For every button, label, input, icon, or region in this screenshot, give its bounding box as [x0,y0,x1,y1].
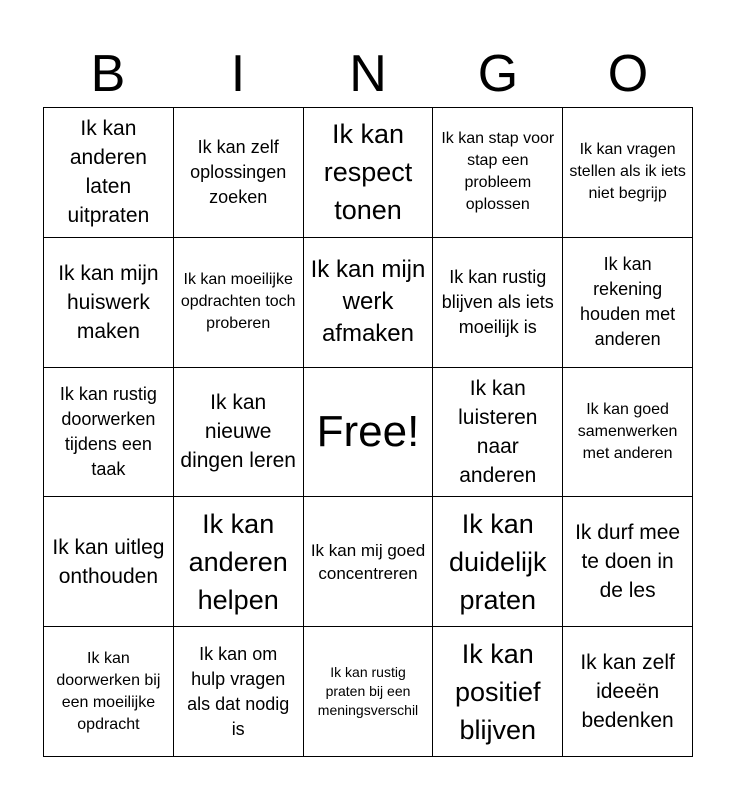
cell-text: Ik kan luisteren naar anderen [458,376,538,487]
free-space-label: Free! [316,406,420,456]
bingo-cell[interactable] [304,497,434,627]
bingo-cell[interactable] [433,627,563,757]
cell-text: Ik kan zelf ideeën bedenken [580,651,675,733]
cell-text: Ik kan rustig praten bij een meningsverschil [317,664,419,719]
cell-text: Ik kan zelf oplossingen zoeken [190,136,287,207]
bingo-cell[interactable] [433,238,563,368]
bingo-cell[interactable] [304,108,434,238]
cell-text: Ik kan vragen stellen als ik iets niet begrijp [569,141,686,203]
cell-text: Ik kan moeilijke opdrachten toch proberen [180,271,296,333]
bingo-header [43,38,693,110]
bingo-cell[interactable] [44,108,174,238]
bingo-cell[interactable] [174,368,304,498]
header-letter-b: B [90,45,126,103]
cell-text: Ik kan om hulp vragen als dat nodig is [187,643,290,739]
bingo-grid [43,107,693,757]
cell-text: Ik kan mijn werk afmaken [310,256,426,348]
header-letter-o: O [607,45,649,103]
cell-text: Ik kan stap voor stap een probleem oplossen [441,130,555,214]
bingo-cell[interactable] [304,627,434,757]
cell-text: Ik kan duidelijk praten [449,508,547,615]
bingo-cell[interactable] [174,108,304,238]
cell-text: Ik kan mij goed concentreren [310,540,426,583]
bingo-cell[interactable] [563,108,693,238]
bingo-cell[interactable] [563,368,693,498]
header-letter-i: I [230,45,246,103]
cell-text: Ik kan nieuwe dingen leren [180,391,296,473]
bingo-cell[interactable] [174,238,304,368]
cell-text: Ik kan uitleg onthouden [52,535,165,588]
cell-text: Ik kan rekening houden met anderen [580,254,676,350]
cell-text: Ik kan respect tonen [323,119,413,226]
bingo-cell[interactable] [563,627,693,757]
bingo-cell[interactable] [433,108,563,238]
cell-text: Ik kan rustig doorwerken tijdens een taak [59,383,157,479]
cell-text: Ik kan anderen laten uitpraten [67,117,150,228]
cell-text: Ik kan anderen helpen [188,508,288,615]
bingo-cell[interactable] [44,627,174,757]
header-letter-n: N [349,45,387,103]
free-space-cell[interactable] [304,368,434,498]
bingo-cell[interactable] [174,497,304,627]
cell-text: Ik kan positief blijven [455,638,541,745]
cell-text: Ik kan goed samenwerken met anderen [577,400,678,462]
bingo-cell[interactable] [44,238,174,368]
bingo-cell[interactable] [44,368,174,498]
bingo-cell[interactable] [44,497,174,627]
cell-text: Ik kan rustig blijven als iets moeilijk is [441,266,554,337]
cell-text: Ik kan mijn huiswerk maken [58,261,159,343]
cell-text: Ik durf mee te doen in de les [575,521,681,603]
header-letter-g: G [477,45,519,103]
bingo-cell[interactable] [174,627,304,757]
cell-text: Ik kan doorwerken bij een moeilijke opdracht [56,649,161,733]
bingo-cell[interactable] [304,238,434,368]
bingo-cell[interactable] [563,497,693,627]
bingo-cell[interactable] [563,238,693,368]
bingo-cell[interactable] [433,497,563,627]
bingo-cell[interactable] [433,368,563,498]
